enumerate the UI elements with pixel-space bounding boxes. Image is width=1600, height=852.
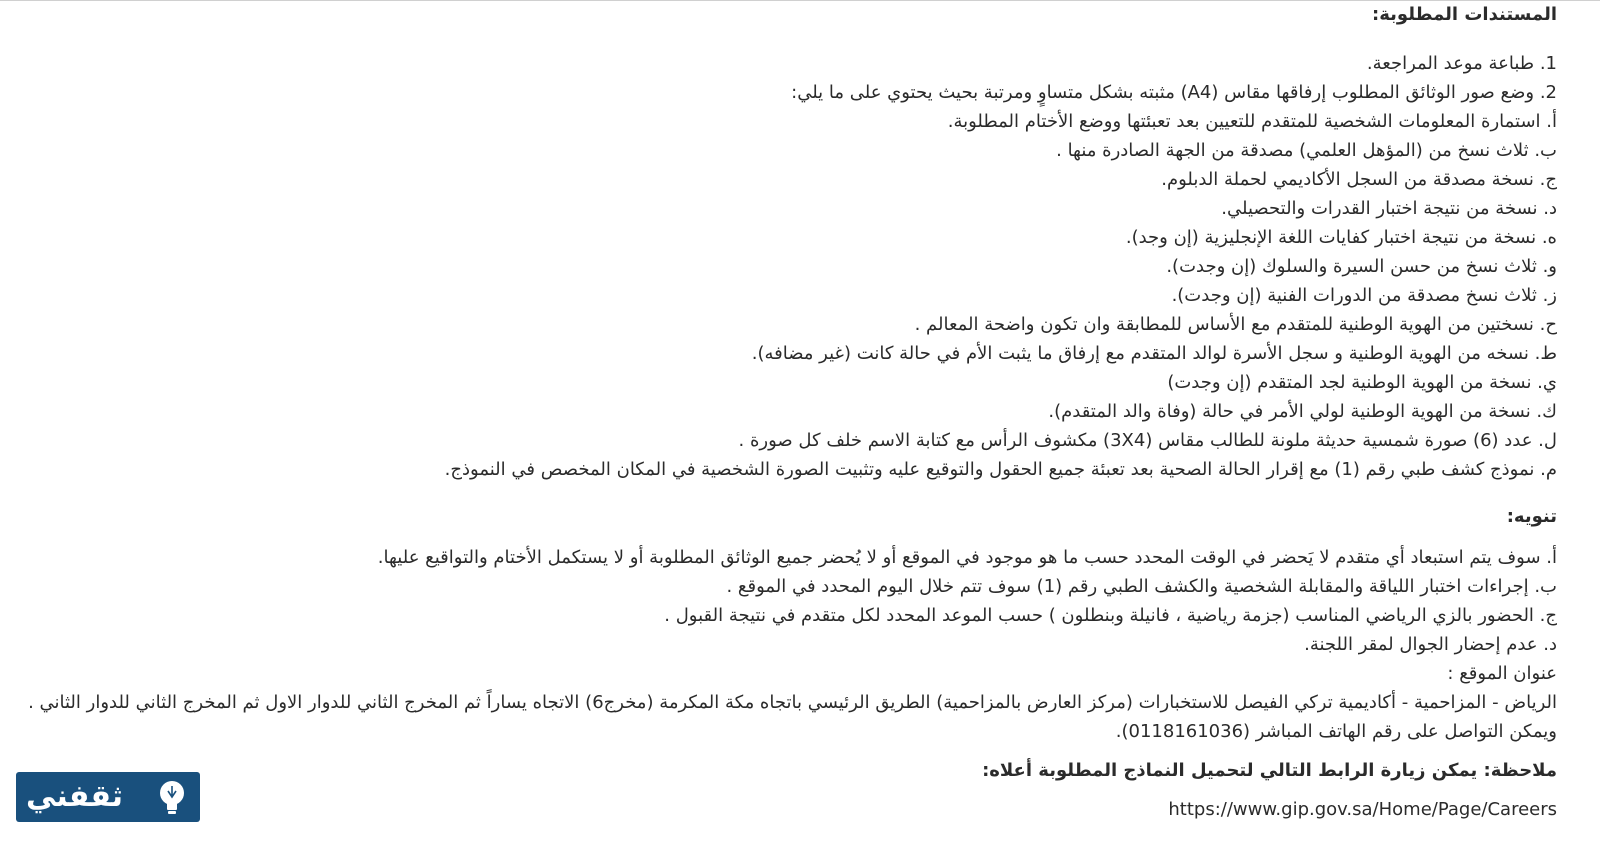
numbered-item: 2. وضع صور الوثائق المطلوب إرفاقها مقاس (A4) مثبته بشكل متساوٍ ومرتبة بحيث يحتوي على ما يلي:	[791, 82, 1557, 103]
lettered-item: ك. نسخة من الهوية الوطنية لولي الأمر في حالة (وفاة والد المتقدم).	[1048, 401, 1557, 422]
article-body	[16, 0, 1557, 824]
logo-text: ثقفني	[26, 779, 124, 814]
lettered-item: أ. استمارة المعلومات الشخصية للمتقدم للتعيين بعد تعبئتها ووضع الأختام المطلوبة.	[947, 111, 1557, 132]
lettered-item: د. نسخة من نتيجة اختبار القدرات والتحصيلي.	[1221, 198, 1557, 219]
lightbulb-icon	[152, 777, 192, 817]
notice-item: ج. الحضور بالزي الرياضي المناسب (جزمة رياضية ، فانيلة وبنطلون ) حسب الموعد المحدد لكل متقدم في نتيجة القبول .	[664, 605, 1557, 626]
location-label: عنوان الموقع :	[1447, 663, 1557, 684]
careers-link[interactable]: https://www.gip.gov.sa/Home/Page/Careers	[1168, 799, 1557, 820]
lettered-item: ز. ثلاث نسخ مصدقة من الدورات الفنية (إن وجدت).	[1171, 285, 1557, 306]
site-logo[interactable]	[16, 772, 200, 822]
lettered-item: ه. نسخة من نتيجة اختبار كفايات اللغة الإنجليزية (إن وجد).	[1125, 227, 1557, 248]
lettered-item: ي. نسخة من الهوية الوطنية لجد المتقدم (إن وجدت)	[1167, 372, 1557, 393]
notice-item: د. عدم إحضار الجوال لمقر اللجنة.	[1304, 634, 1557, 655]
lettered-item: ج. نسخة مصدقة من السجل الأكاديمي لحملة الدبلوم.	[1161, 169, 1557, 190]
location-address: الرياض - المزاحمية - أكاديمية تركي الفيصل للاستخبارات (مركز العارض بالمزاحمية) الطريق الرئيسي باتجاه مكة المكرمة (مخرج6) الاتجاه يساراً ثم المخرج الثاني للدوار الاول ثم المخرج الثاني للدوار الثاني . ويمكن التواصل على رقم الهاتف المباشر (0118161036).	[28, 692, 1557, 742]
numbered-item: 1. طباعة موعد المراجعة.	[1366, 53, 1557, 74]
lettered-item: ل. عدد (6) صورة شمسية حديثة ملونة للطالب مقاس (3X4) مكشوف الرأس مع كتابة الاسم خلف كل صورة .	[738, 430, 1557, 451]
notice-heading: تنويه:	[1506, 506, 1557, 527]
documents-heading: المستندات المطلوبة:	[1372, 4, 1557, 25]
lettered-item: م. نموذج كشف طبي رقم (1) مع إقرار الحالة الصحية بعد تعبئة جميع الحقول والتوقيع عليه وتثبيت الصورة الشخصية في المكان المخصص في النموذج.	[444, 459, 1557, 480]
lettered-item: ح. نسختين من الهوية الوطنية للمتقدم مع الأساس للمطابقة وان تكون واضحة المعالم .	[914, 314, 1557, 335]
note-text: ملاحظة: يمكن زيارة الرابط التالي لتحميل النماذج المطلوبة أعلاه:	[982, 760, 1557, 781]
notice-item: أ. سوف يتم استبعاد أي متقدم لا يَحضر في الوقت المحدد حسب ما هو موجود في الموقع أو لا يُحضر جميع الوثائق المطلوبة أو لا يستكمل الأختام والتواقيع عليها.	[377, 547, 1557, 568]
lettered-item: ط. نسخه من الهوية الوطنية و سجل الأسرة لوالد المتقدم مع إرفاق ما يثبت الأم في حالة كانت (غير مضافه).	[751, 343, 1557, 364]
lettered-item: و. ثلاث نسخ من حسن السيرة والسلوك (إن وجدت).	[1166, 256, 1557, 277]
lettered-item: ب. ثلاث نسخ من (المؤهل العلمي) مصدقة من الجهة الصادرة منها .	[1056, 140, 1557, 161]
notice-item: ب. إجراءات اختبار اللياقة والمقابلة الشخصية والكشف الطبي رقم (1) سوف تتم خلال اليوم المحدد في الموقع .	[726, 576, 1557, 597]
